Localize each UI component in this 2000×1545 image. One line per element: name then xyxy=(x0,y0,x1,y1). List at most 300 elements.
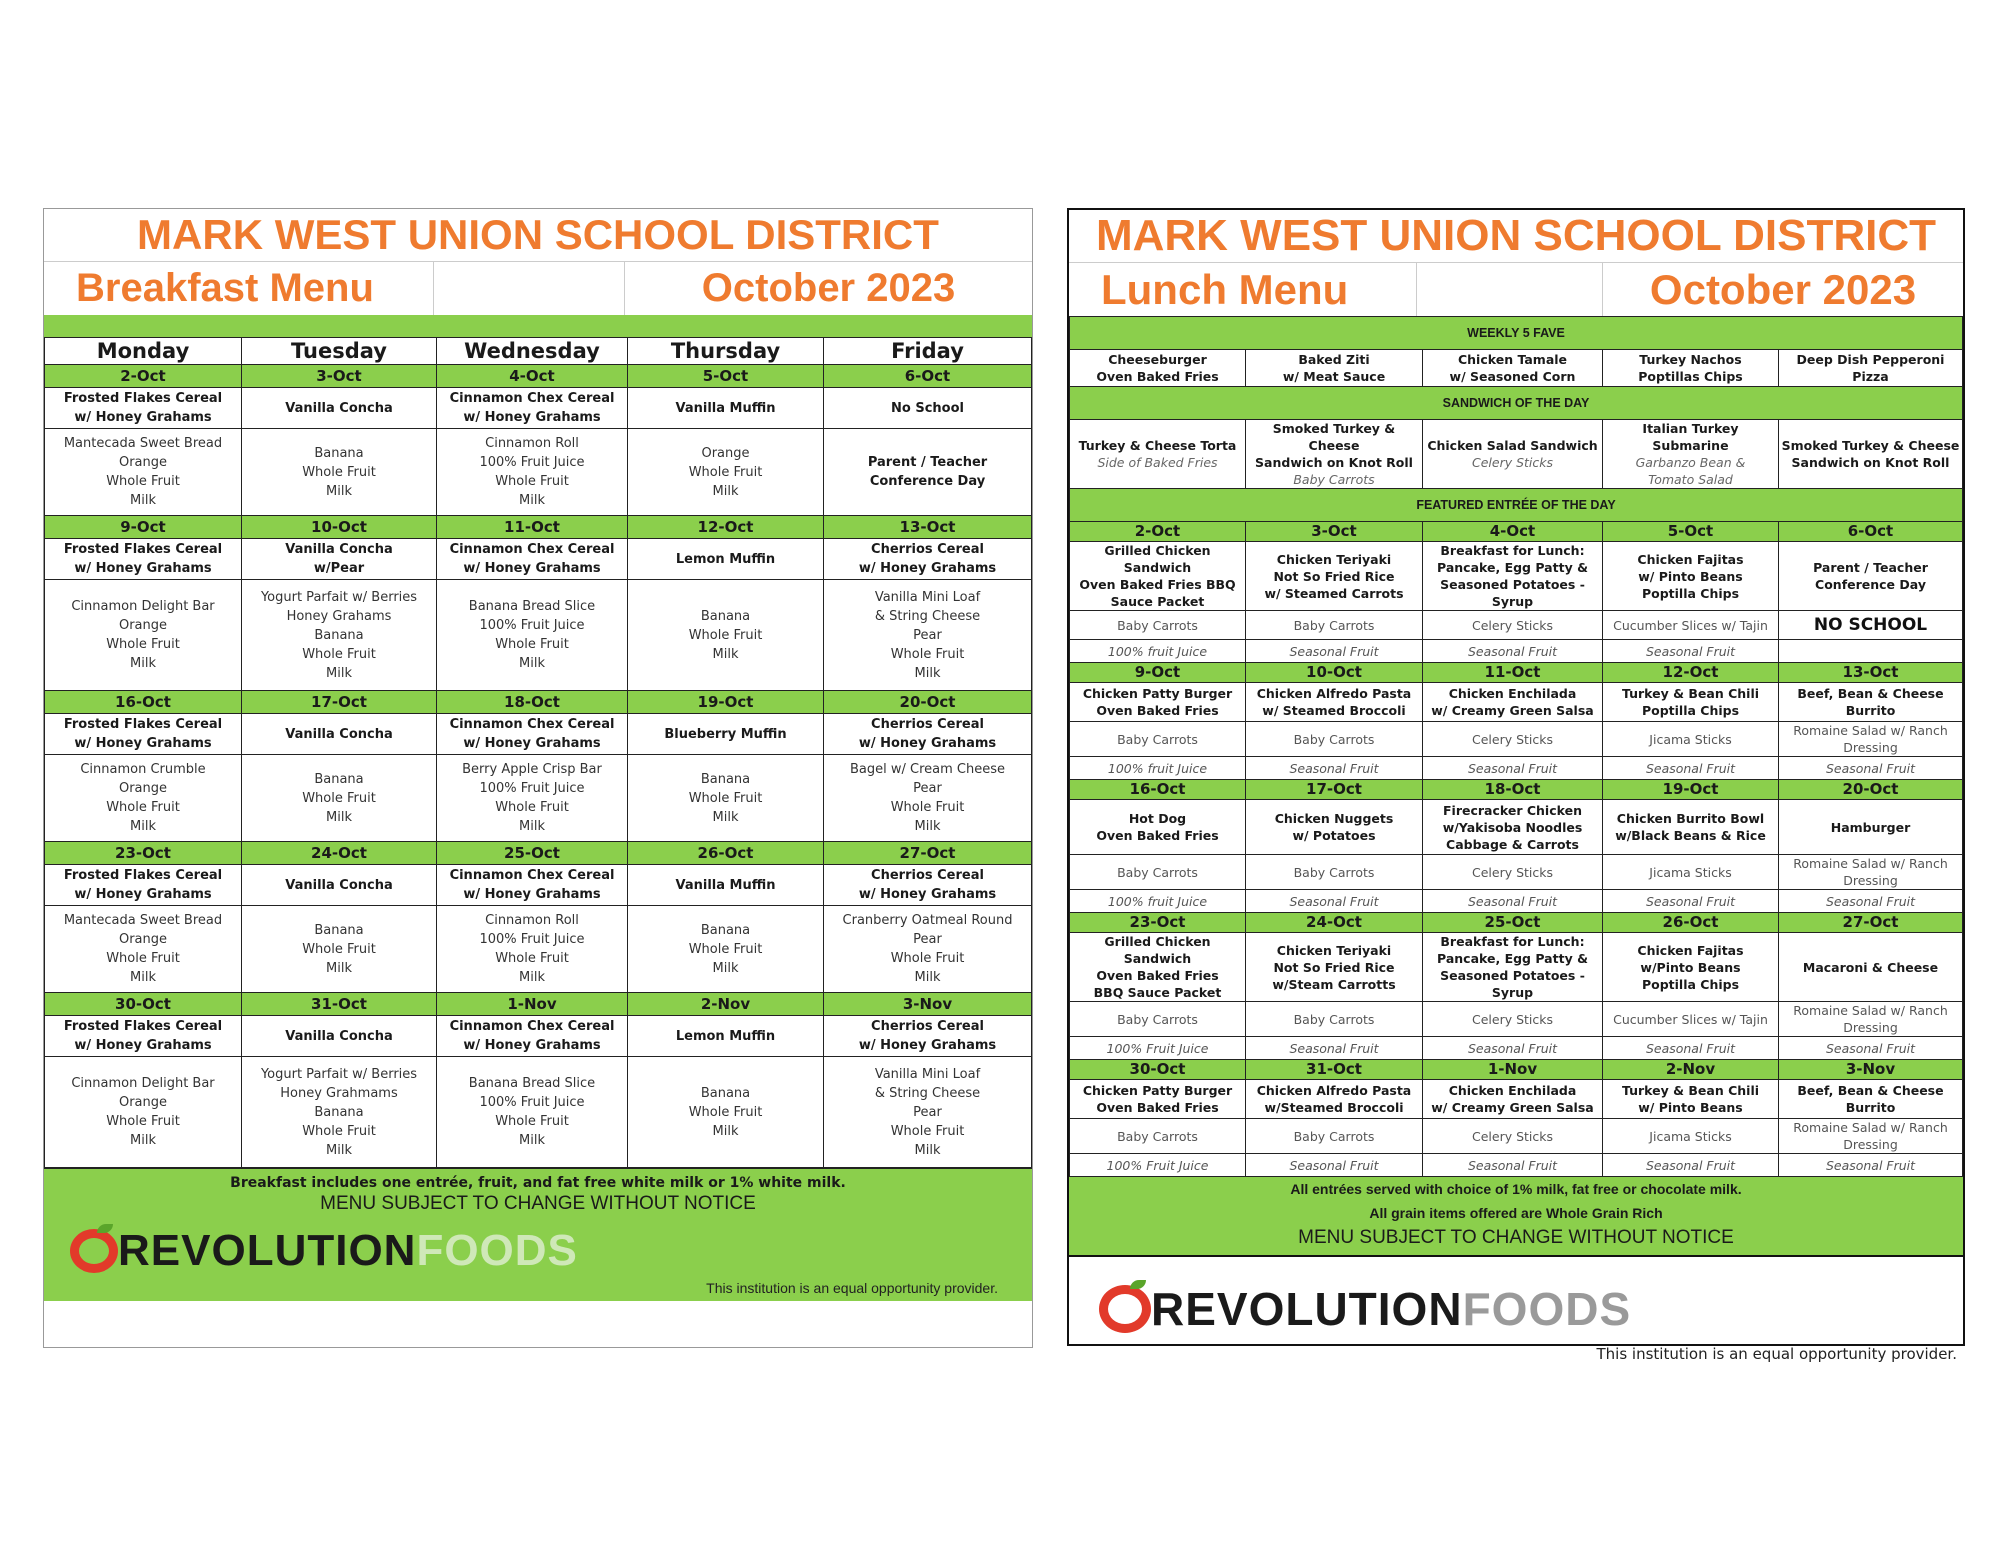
breakfast-footer-note: Breakfast includes one entrée, fruit, and fat free white milk or 1% white milk. xyxy=(230,1175,846,1191)
cell-line: w/ Meat Sauce xyxy=(1282,369,1386,384)
cell-line: Vanilla Concha xyxy=(285,877,393,893)
veg-cell xyxy=(1423,1119,1603,1154)
fruit-cell: Seasonal Fruit xyxy=(1246,1037,1423,1060)
cell-line: Grilled Chicken Sandwich xyxy=(1104,543,1211,575)
cell-line: Milk xyxy=(130,970,156,985)
sides-cell xyxy=(628,906,824,993)
entree-cell xyxy=(824,865,1032,906)
cell-line: Baby Carrots xyxy=(1293,1011,1375,1027)
cell-line: Hamburger xyxy=(1830,819,1911,835)
cell-line: w/ Honey Grahams xyxy=(74,887,212,902)
fruit-cell: Seasonal Fruit xyxy=(1603,640,1779,663)
fave-cell xyxy=(1246,350,1423,387)
veg-cell xyxy=(1070,1119,1246,1154)
entree-cell xyxy=(45,539,242,580)
sides-cell xyxy=(824,429,1032,516)
cell-line: Whole Fruit xyxy=(495,474,569,489)
cell-line: Baby Carrots xyxy=(1117,617,1198,633)
veg-row xyxy=(1070,611,1963,640)
cell-line: Poptilla Chips xyxy=(1641,585,1740,601)
logo-revolution: REVOLUTION xyxy=(1151,1283,1463,1335)
cell-line: Oven Baked Fries xyxy=(1096,828,1219,843)
cell-line: Beef, Bean & Cheese Burrito xyxy=(1797,686,1944,718)
cell-line: Whole Fruit xyxy=(890,1123,965,1139)
date-cell: 13-Oct xyxy=(1779,663,1963,683)
cell-line: Celery Sticks xyxy=(1471,617,1554,633)
cell-line: No School xyxy=(891,400,964,416)
fruit-cell xyxy=(1779,640,1963,663)
cell-line: Milk xyxy=(130,819,156,834)
cell-line: Cinnamon Roll xyxy=(485,436,579,451)
cell-line: Celery Sticks xyxy=(1471,1128,1554,1144)
cell-line: Banana Bread Slice xyxy=(468,599,596,614)
cell-line: Chicken Alfredo Pasta xyxy=(1256,686,1412,701)
lunch-month-title: October 2023 xyxy=(1649,266,1917,313)
fruit-cell: 100% Fruit Juice xyxy=(1070,1154,1246,1177)
entree-cell xyxy=(45,865,242,906)
cell-line: Milk xyxy=(326,1142,352,1158)
cell-line: w/ Creamy Green Salsa xyxy=(1431,1100,1594,1115)
cell-line: Mantecada Sweet Bread xyxy=(63,913,223,928)
date-cell: 30-Oct xyxy=(45,993,242,1016)
entree-cell xyxy=(45,388,242,429)
lunch-district-title: MARK WEST UNION SCHOOL DISTRICT xyxy=(1095,211,1937,260)
sandwich-name: Chicken Salad Sandwich xyxy=(1427,438,1598,453)
cell-line: Parent / Teacher xyxy=(867,455,988,470)
cell-line: Vanilla Muffin xyxy=(675,400,776,416)
veg-cell xyxy=(1246,722,1423,757)
veg-cell xyxy=(1603,1119,1779,1154)
cell-line: Whole Fruit xyxy=(495,1114,569,1129)
cell-line: Bagel w/ Cream Cheese xyxy=(849,762,1005,777)
logo-revolution: REVOLUTION xyxy=(118,1226,417,1275)
cell-line: Milk xyxy=(712,483,739,499)
veg-cell xyxy=(1603,611,1779,640)
cell-line: Cinnamon Chex Cereal xyxy=(449,868,615,883)
sides-cell xyxy=(437,429,628,516)
cell-line: Whole Fruit xyxy=(688,790,763,806)
sandwich-heading: SANDWICH OF THE DAY xyxy=(1070,387,1963,420)
entree-cell xyxy=(437,714,628,755)
logo-foods: FOODS xyxy=(416,1226,578,1275)
entree-cell xyxy=(437,1016,628,1057)
sides-cell xyxy=(824,1057,1032,1168)
cell-line: w/ Honey Grahams xyxy=(463,561,601,576)
date-row xyxy=(1070,913,1963,933)
sandwich-name: Smoked Turkey & Cheese xyxy=(1781,438,1960,453)
date-cell: 3-Oct xyxy=(242,365,437,388)
entree-row xyxy=(45,714,1032,755)
date-row xyxy=(45,842,1032,865)
date-row xyxy=(1070,663,1963,683)
date-row xyxy=(45,993,1032,1016)
cell-line: w/Steamed Broccoli xyxy=(1264,1100,1404,1115)
cell-line: Orange xyxy=(118,1095,168,1110)
cell-line: Banana xyxy=(314,922,364,938)
entree-cell xyxy=(242,539,437,580)
fruit-cell: Seasonal Fruit xyxy=(1246,890,1423,913)
cell-line: Banana xyxy=(314,771,364,787)
cell-line: w/ Honey Grahams xyxy=(74,736,212,751)
fave-cell xyxy=(1603,350,1779,387)
cell-line: Frosted Flakes Cereal xyxy=(63,1019,223,1034)
cell-line: Cheeseburger xyxy=(1108,352,1207,367)
veg-row xyxy=(1070,722,1963,757)
cell-line: w/Yakisoba Noodles xyxy=(1442,819,1583,835)
cell-line: Frosted Flakes Cereal xyxy=(63,542,223,557)
cell-line: Vanilla Concha xyxy=(285,400,393,416)
cell-line: Whole Fruit xyxy=(495,800,569,815)
breakfast-menu-title: Breakfast Menu xyxy=(44,262,434,315)
veg-cell xyxy=(1070,611,1246,640)
fruit-cell: Seasonal Fruit xyxy=(1423,1154,1603,1177)
fruit-cell: Seasonal Fruit xyxy=(1779,890,1963,913)
fruit-row xyxy=(1070,890,1963,913)
date-row xyxy=(1070,1060,1963,1080)
date-cell: 11-Oct xyxy=(437,516,628,539)
sides-cell xyxy=(242,906,437,993)
sides-row xyxy=(45,906,1032,993)
cell-line: Dressing xyxy=(1843,873,1898,888)
cell-line: Lemon Muffin xyxy=(675,1028,776,1044)
sandwich-cell xyxy=(1423,420,1603,489)
fave-cell xyxy=(1423,350,1603,387)
cell-line: Jicama Sticks xyxy=(1649,1128,1732,1144)
veg-cell xyxy=(1070,855,1246,890)
cell-line: Chicken Nuggets xyxy=(1274,811,1394,826)
date-cell: 24-Oct xyxy=(242,842,437,865)
entree-cell xyxy=(1423,683,1603,722)
cell-line: Orange xyxy=(118,932,168,947)
entree-cell xyxy=(1603,683,1779,722)
cell-line: Vanilla Concha xyxy=(285,542,393,557)
cell-line: Baby Carrots xyxy=(1293,864,1375,880)
cell-line: Chicken Teriyaki xyxy=(1276,551,1392,567)
sides-cell xyxy=(824,755,1032,842)
veg-cell xyxy=(1246,1119,1423,1154)
cell-line: w/Steam Carrotts xyxy=(1272,976,1396,992)
veg-row xyxy=(1070,855,1963,890)
date-cell: 26-Oct xyxy=(1603,913,1779,933)
cell-line: Milk xyxy=(914,1142,941,1158)
lunch-menu-title: Lunch Menu xyxy=(1069,263,1417,316)
cell-line: Poptilla Chips xyxy=(1641,703,1740,718)
cell-line: Milk xyxy=(519,819,545,834)
cell-line: Poptillas Chips xyxy=(1638,369,1743,384)
date-cell: 6-Oct xyxy=(824,365,1032,388)
cell-line: Poptilla Chips xyxy=(1641,976,1740,992)
entree-cell xyxy=(1779,800,1963,855)
sandwich-side: Celery Sticks xyxy=(1471,455,1554,470)
date-cell: 11-Oct xyxy=(1423,663,1603,683)
cell-line: Baby Carrots xyxy=(1117,1128,1198,1144)
cell-line: Seasoned Potatoes - Syrup xyxy=(1440,577,1585,609)
cell-line: w/ Pinto Beans xyxy=(1638,568,1743,584)
cell-line: Oven Baked Fries xyxy=(1096,703,1219,718)
cell-line: Whole Fruit xyxy=(688,941,763,957)
cell-line: Beef, Bean & Cheese Burrito xyxy=(1797,1083,1944,1115)
entree-cell xyxy=(1070,542,1246,611)
cell-line: Dressing xyxy=(1843,1020,1898,1035)
date-cell: 26-Oct xyxy=(628,842,824,865)
cell-line: NO SCHOOL xyxy=(1813,614,1928,635)
date-cell: 23-Oct xyxy=(45,842,242,865)
cell-line: Banana xyxy=(314,445,364,461)
breakfast-table xyxy=(44,337,1032,1168)
cell-line: Frosted Flakes Cereal xyxy=(63,868,223,883)
entree-row xyxy=(1070,933,1963,1002)
cell-line: Milk xyxy=(519,970,545,985)
cell-line: Cucumber Slices w/ Tajin xyxy=(1613,617,1768,633)
cell-line: Milk xyxy=(130,656,156,671)
entree-cell xyxy=(628,714,824,755)
cell-line: Turkey & Bean Chili xyxy=(1621,1083,1760,1098)
cell-line: Whole Fruit xyxy=(106,1114,180,1129)
featured-entree-heading: FEATURED ENTRÉE OF THE DAY xyxy=(1070,489,1963,522)
entree-cell xyxy=(1779,933,1963,1002)
date-cell: 25-Oct xyxy=(1423,913,1603,933)
header-spacer xyxy=(434,262,625,315)
cell-line: Milk xyxy=(326,809,352,825)
fruit-cell: Seasonal Fruit xyxy=(1246,757,1423,780)
fave-cell xyxy=(1070,350,1246,387)
cell-line: Celery Sticks xyxy=(1471,731,1554,747)
entree-cell xyxy=(628,1016,824,1057)
cell-line: Whole Fruit xyxy=(890,800,965,815)
revolution-foods-logo xyxy=(44,1222,1032,1280)
cell-line: Dressing xyxy=(1843,740,1898,755)
entree-cell xyxy=(1246,1080,1423,1119)
cell-line: Baby Carrots xyxy=(1117,1011,1198,1027)
cell-line: Breakfast for Lunch: xyxy=(1440,934,1585,949)
date-cell: 20-Oct xyxy=(1779,780,1963,800)
cell-line: Not So Fried Rice xyxy=(1273,568,1395,584)
cell-line: Pear xyxy=(913,932,942,947)
entree-cell xyxy=(1246,933,1423,1002)
cell-line: w/ Honey Grahams xyxy=(463,887,601,902)
cell-line: w/Black Beans & Rice xyxy=(1615,828,1766,843)
cell-line: Whole Fruit xyxy=(688,464,763,480)
sides-cell xyxy=(242,429,437,516)
cell-line: Celery Sticks xyxy=(1471,864,1554,880)
entree-cell xyxy=(242,714,437,755)
cell-line: Milk xyxy=(914,970,941,985)
breakfast-header-row xyxy=(44,261,1032,315)
cell-line: w/ Honey Grahams xyxy=(858,887,997,902)
date-cell: 2-Oct xyxy=(1070,522,1246,542)
date-cell: 12-Oct xyxy=(1603,663,1779,683)
logo-foods: FOODS xyxy=(1462,1283,1632,1335)
cell-line: w/ Honey Grahams xyxy=(463,1038,601,1053)
cell-line: Milk xyxy=(519,656,545,671)
sides-cell xyxy=(45,906,242,993)
cell-line: Milk xyxy=(326,483,352,499)
cell-line: Baby Carrots xyxy=(1117,731,1198,747)
cell-line: 100% Fruit Juice xyxy=(479,781,585,796)
cell-line: Whole Fruit xyxy=(688,627,763,643)
cell-line: Banana xyxy=(314,627,364,643)
veg-cell xyxy=(1603,722,1779,757)
cell-line: Oven Baked Fries xyxy=(1096,1100,1219,1115)
date-row xyxy=(45,516,1032,539)
veg-cell xyxy=(1246,611,1423,640)
date-cell: 24-Oct xyxy=(1246,913,1423,933)
sandwich-row xyxy=(1070,420,1963,489)
sides-row xyxy=(45,1057,1032,1168)
entree-cell xyxy=(1603,1080,1779,1119)
veg-cell xyxy=(1246,1002,1423,1037)
fruit-cell: Seasonal Fruit xyxy=(1246,640,1423,663)
sides-cell xyxy=(45,429,242,516)
entree-cell xyxy=(1603,542,1779,611)
cell-line: Breakfast for Lunch: xyxy=(1440,543,1585,558)
fruit-cell: Seasonal Fruit xyxy=(1603,757,1779,780)
cell-line: Baked Ziti xyxy=(1298,352,1370,367)
cell-line: Berry Apple Crisp Bar xyxy=(462,762,602,777)
cell-line: Whole Fruit xyxy=(106,951,180,966)
fruit-cell: 100% fruit Juice xyxy=(1070,757,1246,780)
date-cell: 10-Oct xyxy=(242,516,437,539)
cell-line: Celery Sticks xyxy=(1471,1011,1554,1027)
cell-line: Pear xyxy=(913,781,942,796)
cell-line: Chicken Enchilada xyxy=(1448,686,1577,701)
fruit-cell: 100% Fruit Juice xyxy=(1070,1037,1246,1060)
cell-line: Romaine Salad w/ Ranch xyxy=(1793,1003,1948,1018)
date-cell: 12-Oct xyxy=(628,516,824,539)
date-cell: 27-Oct xyxy=(824,842,1032,865)
entree-cell xyxy=(1070,1080,1246,1119)
cell-line: Chicken Fajitas xyxy=(1637,942,1744,958)
cell-line: Cinnamon Delight Bar xyxy=(71,1076,215,1091)
fruit-row xyxy=(1070,757,1963,780)
veg-cell xyxy=(1246,855,1423,890)
veg-cell xyxy=(1423,722,1603,757)
cell-line: Milk xyxy=(712,646,739,662)
cell-line: Whole Fruit xyxy=(890,646,965,662)
date-cell: 2-Oct xyxy=(45,365,242,388)
cell-line: Vanilla Concha xyxy=(285,726,393,742)
fruit-cell: Seasonal Fruit xyxy=(1423,757,1603,780)
cell-line: Whole Fruit xyxy=(106,637,180,652)
date-cell: 19-Oct xyxy=(628,691,824,714)
cell-line: Not So Fried Rice xyxy=(1273,959,1395,975)
date-cell: 19-Oct xyxy=(1603,780,1779,800)
entree-cell xyxy=(824,388,1032,429)
breakfast-eo-statement: This institution is an equal opportunity provider. xyxy=(706,1280,998,1296)
cell-line: & String Cheese xyxy=(874,608,981,624)
sandwich-side: Garbanzo Bean & xyxy=(1635,455,1746,470)
date-cell: 2-Nov xyxy=(1603,1060,1779,1080)
date-cell: 23-Oct xyxy=(1070,913,1246,933)
cell-line: Vanilla Concha xyxy=(285,1028,393,1044)
sides-cell xyxy=(242,755,437,842)
sides-cell xyxy=(45,755,242,842)
lunch-menu-panel xyxy=(1067,208,1965,1363)
cell-line: Cucumber Slices w/ Tajin xyxy=(1613,1011,1768,1027)
cell-line: Banana xyxy=(700,771,751,787)
cell-line: Romaine Salad w/ Ranch xyxy=(1793,723,1948,738)
sides-cell xyxy=(628,1057,824,1168)
cell-line: Chicken Fajitas xyxy=(1637,551,1744,567)
sandwich-name: Smoked Turkey & Cheese xyxy=(1272,421,1396,453)
cell-line: Cinnamon Crumble xyxy=(80,762,206,777)
fruit-cell: 100% fruit Juice xyxy=(1070,890,1246,913)
cell-line: Vanilla Muffin xyxy=(675,877,776,893)
cell-line: Oven Baked Fries BBQ xyxy=(1079,577,1236,592)
date-cell: 9-Oct xyxy=(45,516,242,539)
cell-line: Baby Carrots xyxy=(1293,1128,1375,1144)
cell-line: w/ Honey Grahams xyxy=(74,410,212,425)
date-cell: 17-Oct xyxy=(1246,780,1423,800)
sides-row xyxy=(45,580,1032,691)
sandwich-cell xyxy=(1070,420,1246,489)
fruit-cell: Seasonal Fruit xyxy=(1423,1037,1603,1060)
sides-cell xyxy=(824,906,1032,993)
cell-line: Conference Day xyxy=(869,474,986,489)
date-cell: 27-Oct xyxy=(1779,913,1963,933)
cell-line: Oven Baked Fries xyxy=(1096,369,1219,384)
date-cell: 13-Oct xyxy=(824,516,1032,539)
cell-line: Jicama Sticks xyxy=(1649,731,1732,747)
veg-row xyxy=(1070,1002,1963,1037)
cell-line: Cinnamon Chex Cereal xyxy=(449,391,615,406)
lunch-table xyxy=(1069,316,1963,1177)
cell-line: Milk xyxy=(326,960,352,976)
date-row xyxy=(1070,522,1963,542)
cell-line: Honey Grahams xyxy=(286,608,392,624)
entree-cell xyxy=(628,539,824,580)
veg-cell xyxy=(1070,722,1246,757)
cell-line: Cinnamon Chex Cereal xyxy=(449,1019,615,1034)
veg-cell xyxy=(1070,1002,1246,1037)
veg-cell xyxy=(1603,855,1779,890)
cell-line: w/Pear xyxy=(313,561,365,576)
lunch-header-row xyxy=(1069,262,1963,316)
sandwich-name: Sandwich on Knot Roll xyxy=(1255,455,1413,470)
date-cell: 6-Oct xyxy=(1779,522,1963,542)
day-header: Friday xyxy=(824,338,1032,365)
cell-line: Milk xyxy=(130,1133,156,1148)
entree-cell xyxy=(1070,800,1246,855)
cell-line: Baby Carrots xyxy=(1293,731,1375,747)
veg-cell xyxy=(1779,722,1963,757)
sandwich-name: Turkey & Cheese Torta xyxy=(1078,438,1237,453)
apple-icon xyxy=(1099,1285,1151,1333)
fruit-row xyxy=(1070,1037,1963,1060)
date-cell: 3-Oct xyxy=(1246,522,1423,542)
sides-cell xyxy=(437,580,628,691)
date-cell: 10-Oct xyxy=(1246,663,1423,683)
entree-cell xyxy=(824,714,1032,755)
veg-cell xyxy=(1779,611,1963,640)
entree-cell xyxy=(1070,933,1246,1002)
fruit-row xyxy=(1070,1154,1963,1177)
entree-cell xyxy=(628,865,824,906)
breakfast-month-title: October 2023 xyxy=(701,266,956,310)
breakfast-menu-panel xyxy=(43,208,1033,1348)
entree-cell xyxy=(242,1016,437,1057)
entree-cell xyxy=(1246,800,1423,855)
cell-line: Romaine Salad w/ Ranch xyxy=(1793,856,1948,871)
veg-cell xyxy=(1423,611,1603,640)
cell-line: Yogurt Parfait w/ Berries xyxy=(260,589,418,605)
entree-row xyxy=(45,539,1032,580)
cell-line: Romaine Salad w/ Ranch xyxy=(1793,1120,1948,1135)
cell-line: Whole Fruit xyxy=(302,790,376,806)
cell-line: w/ Seasoned Corn xyxy=(1449,369,1576,384)
cell-line: Milk xyxy=(130,493,156,508)
veg-cell xyxy=(1423,1002,1603,1037)
